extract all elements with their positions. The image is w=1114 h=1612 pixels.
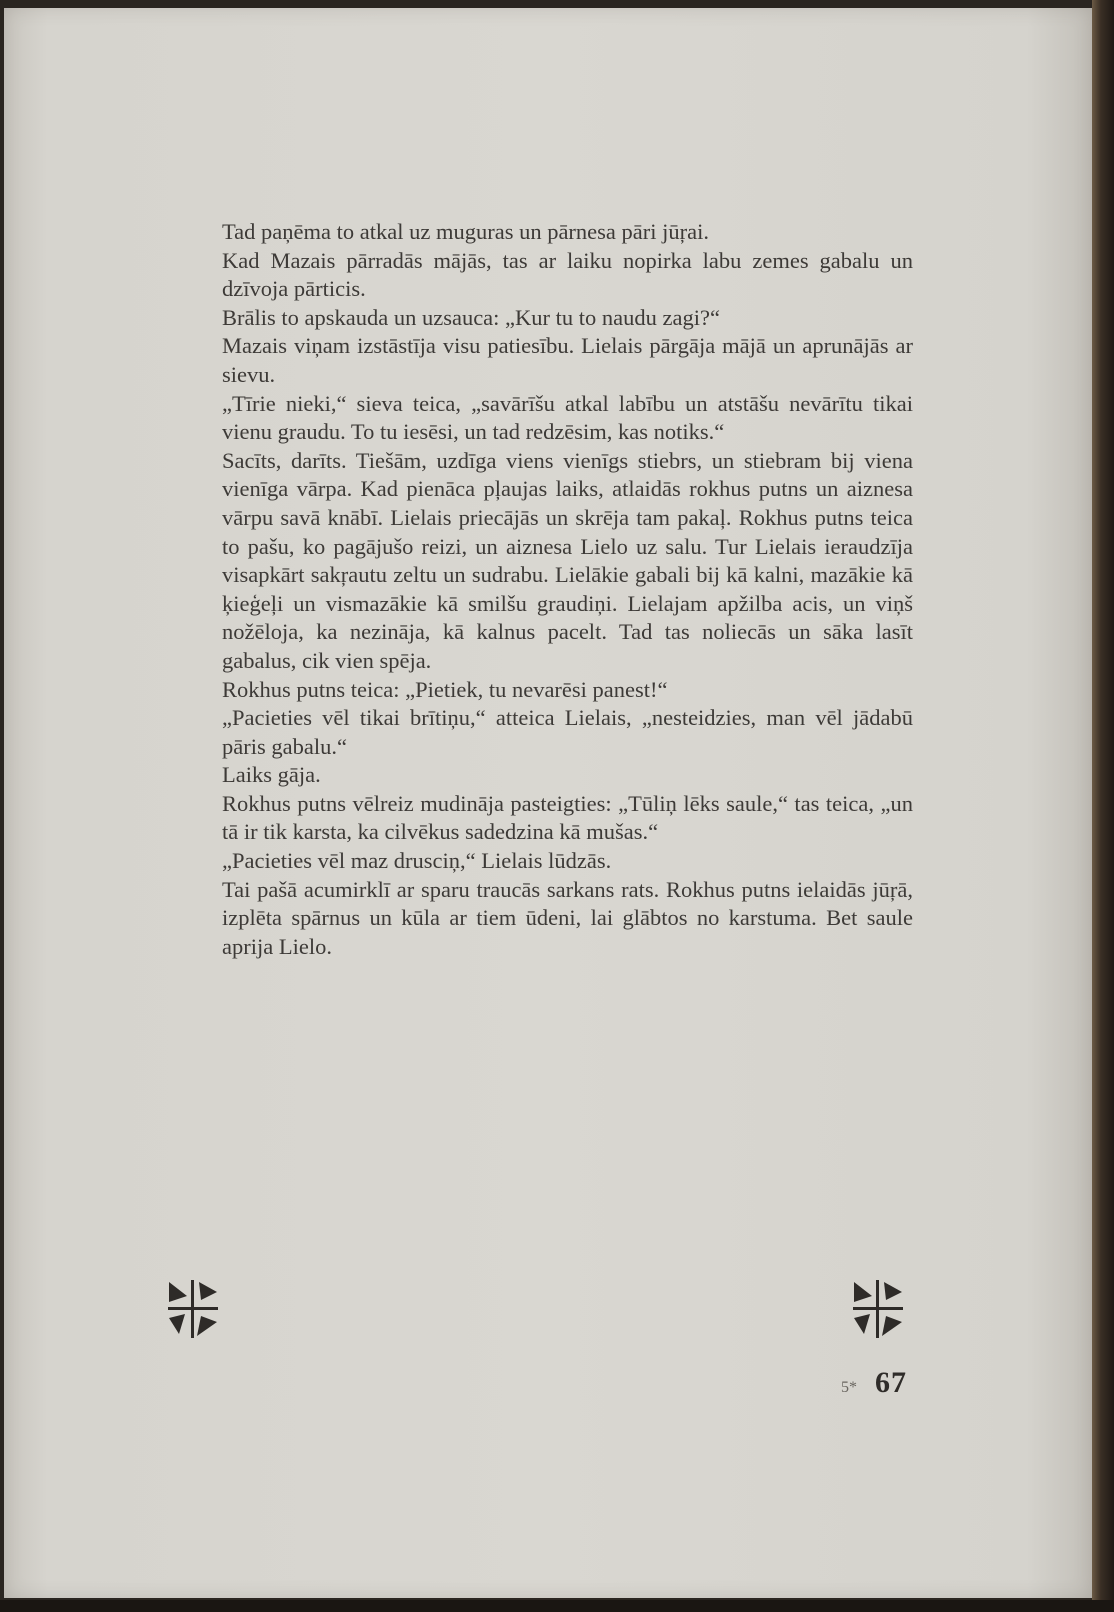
paragraph: Rokhus putns teica: „Pietiek, tu nevarēsi panest!“ bbox=[222, 676, 668, 702]
star-ornament-icon bbox=[165, 1278, 221, 1340]
page-number: 67 bbox=[875, 1366, 907, 1399]
star-ornament-icon bbox=[850, 1278, 906, 1340]
paragraph: Mazais viņam izstāstīja visu patiesību. Lielais pārgāja mājā un aprunājās ar sievu. bbox=[222, 333, 913, 387]
scan-bottom-edge bbox=[0, 1600, 1114, 1612]
paragraph: Tad paņēma to atkal uz muguras un pārnesa pāri jūŗai. bbox=[222, 219, 709, 244]
paragraph: Sacīts, darīts. Tiešām, uzdīga viens vienīgs stiebrs, un stiebram bij viena vienīga vārpa. Kad pienāca pļaujas laiks, atlaidās rokhus putns un aiznesa vārpu savā knābī. Lielais priecājās un skrēja tam pakaļ. Rokhus putns teica to pašu, ko pagājušo reizi, un aiznesa Lielo uz salu. Tur Lielais ieraudzīja visapkārt sakŗautu zeltu un sudrabu. Lielākie gabali bij kā kalni, mazākie kā ķieģeļi un vismazākie kā smilšu graudiņi. Lielajam apžilba acis, un viņš nožēloja, ka nezināja, kā kalnus pacelt. Tad tas noliecās un sāka lasīt gabalus, cik vien spēja. bbox=[222, 447, 913, 673]
paragraph: „Tīrie nieki,“ sieva teica, „savārīšu atkal labību un atstāšu nevārītu tikai vienu graudu. To tu iesēsi, un tad redzēsim, kas notiks.“ bbox=[222, 390, 913, 445]
paragraph: Kad Mazais pārradās mājās, tas ar laiku nopirka labu zemes gabalu un dzīvoja pārticis. bbox=[222, 247, 913, 302]
page-footer bbox=[841, 1366, 907, 1400]
paragraph: „Pacieties vēl maz drusciņ,“ Lielais lūdzās. bbox=[222, 848, 612, 874]
signature-mark: 5* bbox=[841, 1379, 857, 1396]
paragraph: Rokhus putns vēlreiz mudināja pasteigties: „Tūliņ lēks saule,“ tas teica, „un tā ir tik karsta, ka cilvēkus sadedzina kā mušas.“ bbox=[222, 790, 913, 845]
paragraph: Tai pašā acumirklī ar sparu traucās sarkans rats. Rokhus putns ielaidās jūŗā, izplēta spārnus un kūla ar tiem ūdeni, lai glābtos no karstuma. Bet saule aprija Lielo. bbox=[222, 876, 913, 959]
book-binding-edge bbox=[1092, 0, 1114, 1612]
body-text bbox=[222, 218, 913, 961]
paragraph: Brālis to apskauda un uzsauca: „Kur tu to naudu zagi?“ bbox=[222, 304, 720, 330]
paragraph: Laiks gāja. bbox=[222, 762, 321, 788]
paragraph: „Pacieties vēl tikai brītiņu,“ atteica Lielais, „nesteidzies, man vēl jādabū pāris gabalu.“ bbox=[222, 705, 913, 759]
